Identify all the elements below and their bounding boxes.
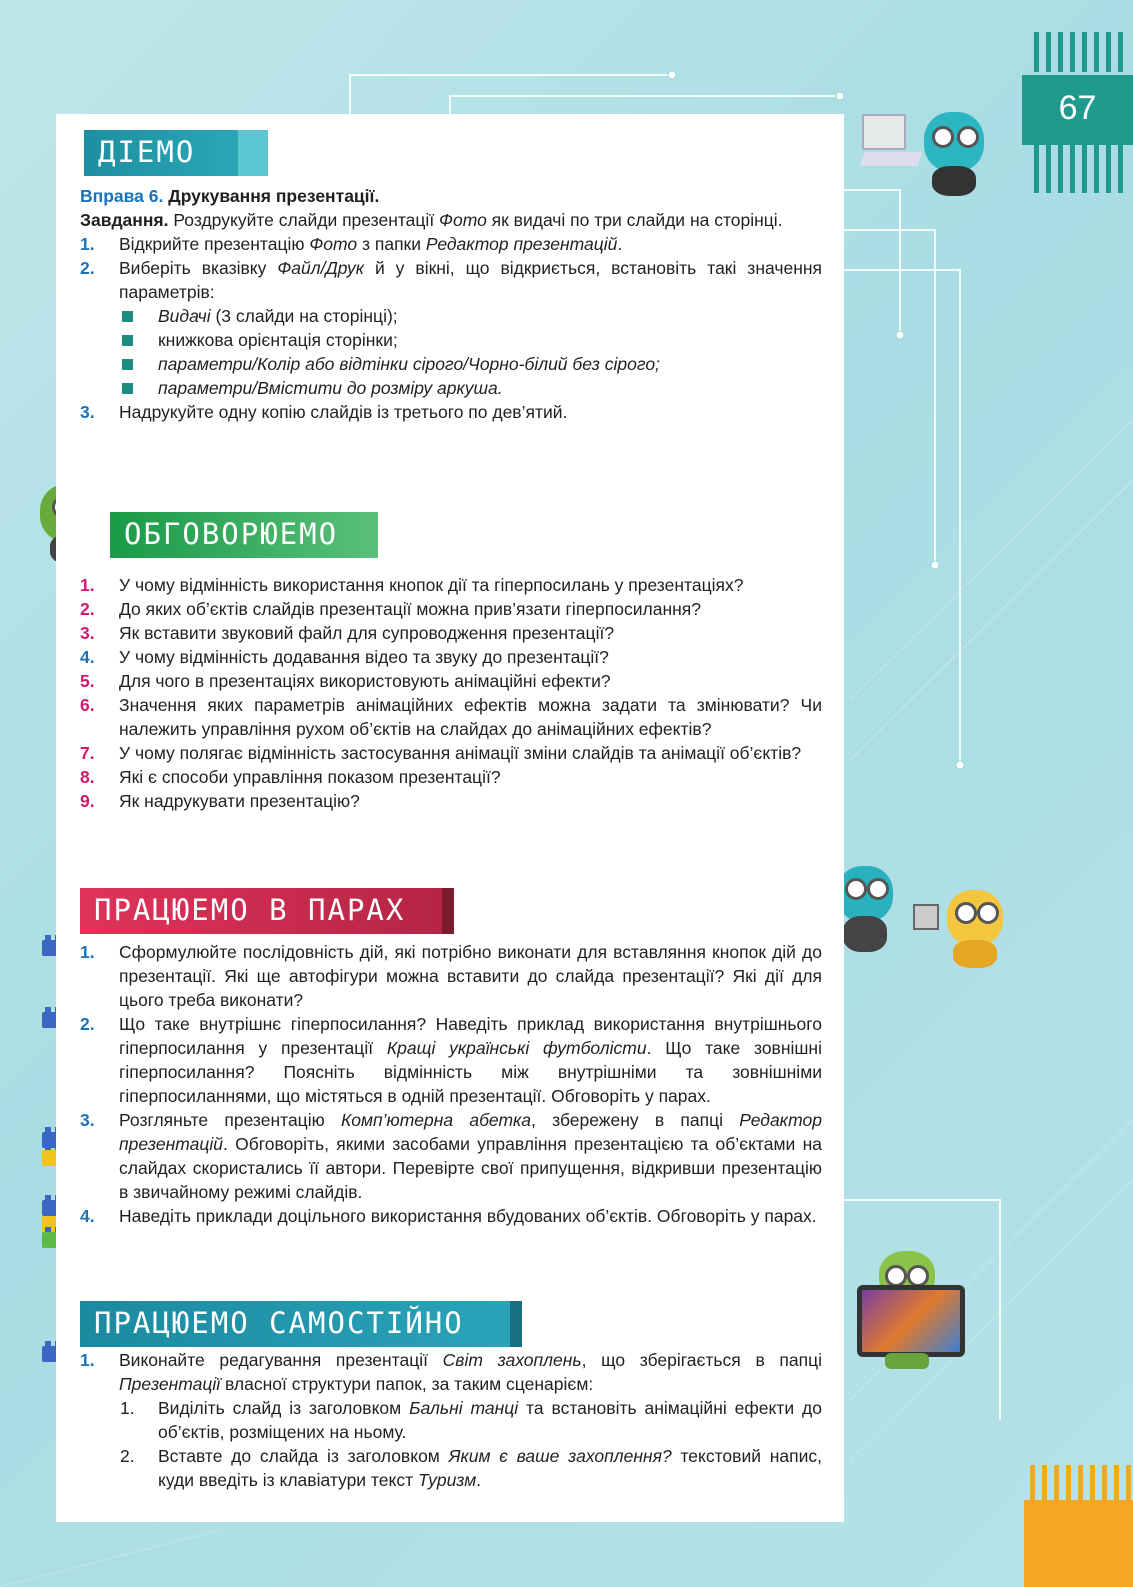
bullet-item: книжкова орієнтація сторінки; (80, 328, 822, 352)
page-number-tab (1022, 75, 1133, 145)
question-item: 9. Як надрукувати презентацію? (80, 791, 360, 811)
solo-subtask-item: 2. Вставте до слайда із заголовком Яким є ваше захоплення? текстовий напис, куди введіть із клавіатури текст Туризм. (120, 1446, 823, 1490)
task-paragraph: Завдання. Роздрукуйте слайди презентації Фото як видачі по три слайди на сторінці. (80, 210, 783, 230)
bullet-item: параметри/Колір або відтінки сірого/Чорно-білий без сірого; (80, 352, 822, 376)
heading-diemo: ДІЕМО (84, 130, 268, 176)
solo-subtask-item: 1. Виділіть слайд із заголовком Бальні танці та встановіть анімаційні ефекти до об’єктів, розміщених на ньому. (120, 1398, 822, 1442)
pair-task-item: 3. Розгляньте презентацію Комп’ютерна абетка, збережену в папці Редактор презентацій. Обговоріть, якими засобами управління презентацією та об’єктами на слайдах скористались її автори. Перевірте свої припущення, відкривши презентацію в звичайному режимі слайдів. (80, 1110, 822, 1202)
question-item: 2. До яких об’єктів слайдів презентації можна прив’язати гіперпосилання? (80, 599, 701, 619)
square-bullet-icon (122, 359, 133, 370)
gear-icon (913, 904, 939, 930)
question-item: 7. У чому полягає відмінність застосування анімації зміни слайдів та анімації об’єктів? (80, 743, 802, 763)
list-item: 2. Виберіть вказівку Файл/Друк й у вікні, що відкриється, встановіть такі значення параметрів: (80, 258, 822, 302)
section-samostiyno-body (80, 1348, 822, 1492)
question-item: 1. У чому відмінність використання кнопок дії та гіперпосилань у презентаціях? (80, 575, 744, 595)
section-pary-body (80, 940, 822, 1228)
bullet-item: Видачі (3 слайди на сторінці); (80, 304, 822, 328)
list-item: 1. Відкрийте презентацію Фото з папки Редактор презентацій. (80, 234, 623, 254)
exercise-title: Вправа 6. Друкування презентації. (80, 186, 380, 206)
monitor-icon (862, 114, 906, 150)
tablet-icon (857, 1285, 965, 1357)
keyboard-icon (859, 152, 922, 166)
bullet-item: параметри/Вмістити до розміру аркуша. (80, 376, 822, 400)
question-item: 6. Значення яких параметрів анімаційних ефектів можна задати та змінювати? Чи належить управління рухом об’єктів на слайдах до анімаційних ефектів? (80, 695, 822, 739)
pair-task-item: 1. Сформулюйте послідовність дій, які потрібно виконати для вставляння кнопок дій до презентації. Які ще автофігури можна вставити до слайда презентації? Які дії для цього треба виконати? (80, 942, 822, 1010)
section-obgovoryuemo-body (80, 573, 822, 813)
pair-task-item: 2. Що таке внутрішнє гіперпосилання? Наведіть приклад використання внутрішнього гіперпосилання у презентації Кращі українські футболісти. Що таке зовнішні гіперпосилання? Поясніть відмінність між внутрішніми та зовнішніми гіперпосиланнями, що містяться в одній презентації. Обговоріть у парах. (80, 1014, 822, 1106)
heading-pary: ПРАЦЮЕМО В ПАРАХ (80, 888, 454, 934)
question-item: 8. Які є способи управління показом презентації? (80, 767, 501, 787)
robot-tablet-illustration (855, 1245, 965, 1375)
heading-obgovoryuemo: ОБГОВОРЮЕМО (110, 512, 378, 558)
heading-samostiyno: ПРАЦЮЕМО САМОСТІЙНО (80, 1301, 522, 1347)
solo-task-item: 1. Виконайте редагування презентації Світ захоплень, що зберігається в папці Презентації власної структури папок, за таким сценарієм: (80, 1350, 823, 1394)
question-item: 3. Як вставити звуковий файл для супроводження презентації? (80, 623, 615, 643)
page-number: 67 (1058, 89, 1097, 127)
corner-comb (1030, 1465, 1133, 1500)
page-tab-comb-bottom (1034, 145, 1130, 193)
corner-block (1024, 1500, 1133, 1587)
square-bullet-icon (122, 335, 133, 346)
square-bullet-icon (122, 383, 133, 394)
square-bullet-icon (122, 311, 133, 322)
robot-computer-illustration (862, 104, 1012, 199)
robots-pair-illustration (835, 862, 1025, 972)
section-diemo-body (80, 184, 822, 424)
page-tab-comb-top (1034, 32, 1130, 72)
question-item: 4. У чому відмінність додавання відео та звуку до презентації? (80, 647, 609, 667)
pair-task-item: 4. Наведіть приклади доцільного використання вбудованих об’єктів. Обговоріть у парах. (80, 1206, 817, 1226)
list-item: 3. Надрукуйте одну копію слайдів із третього по дев’ятий. (80, 402, 568, 422)
question-item: 5. Для чого в презентаціях використовують анімаційні ефекти? (80, 671, 611, 691)
